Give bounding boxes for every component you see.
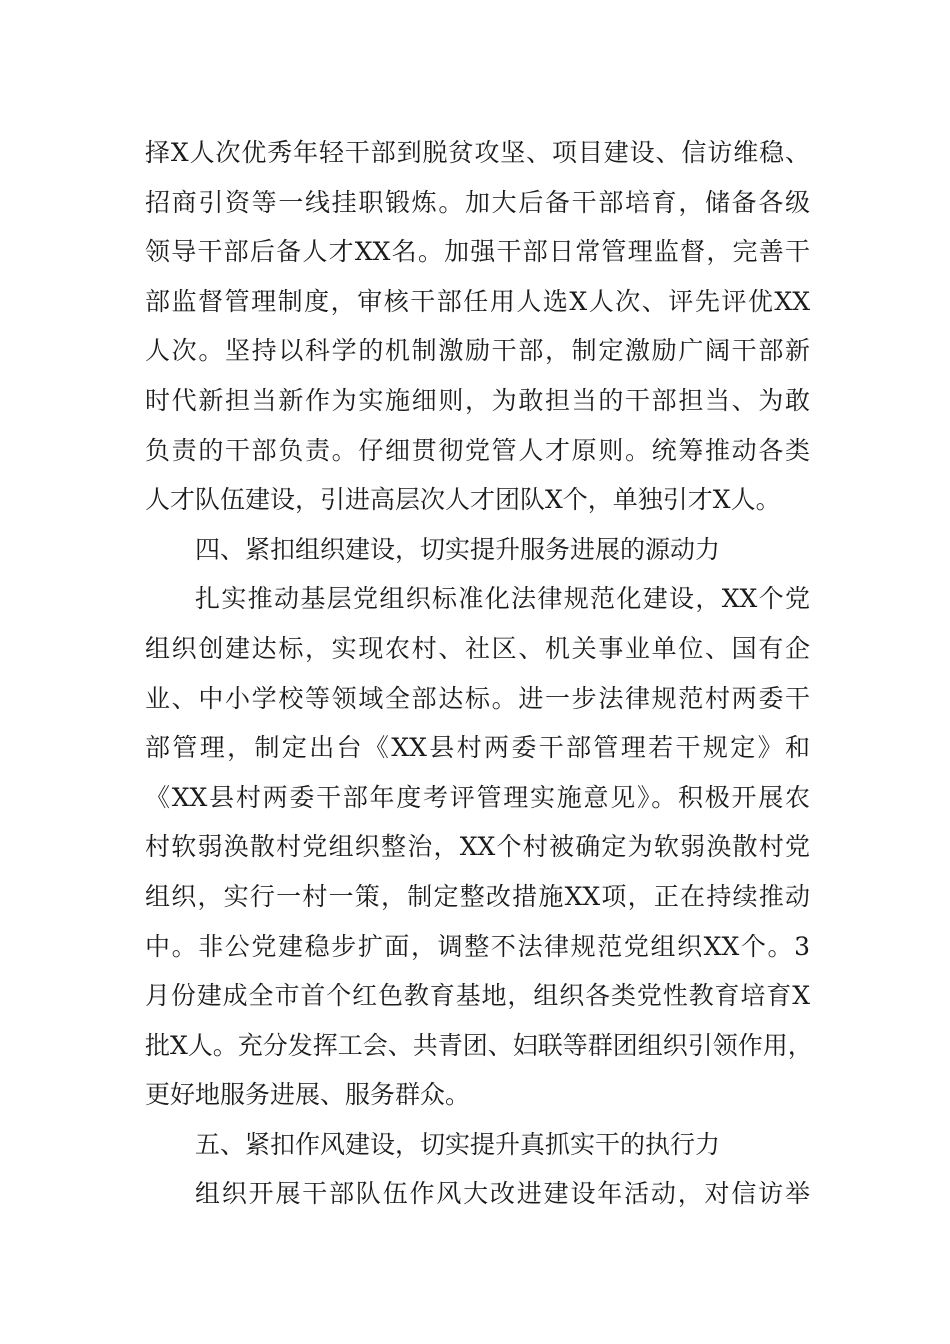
text-line: 招商引资等一线挂职锻炼。加大后备干部培育，储备各级 [145,187,810,217]
text-line: 月份建成全市首个红色教育基地，组织各类党性教育培育X [145,981,810,1011]
text-line: 择X人次优秀年轻干部到脱贫攻坚、项目建设、信访维稳、 [145,138,810,167]
text-line: 《XX县村两委干部年度考评管理实施意见》。积极开展农 [145,782,810,812]
text-line: 中。非公党建稳步扩面，调整不法律规范党组织XX个。3 [145,931,810,961]
text-line: 人次。坚持以科学的机制激励干部，制定激励广阔干部新 [145,336,810,366]
text-line: 批X人。充分发挥工会、共青团、妇联等群团组织引领作用， [145,1030,813,1060]
text-line: 部监督管理制度，审核干部任用人选X人次、评先评优XX [145,286,810,316]
paragraph-first-line: 扎实推动基层党组织标准化法律规范化建设，XX个党 [195,584,810,614]
paragraph-first-line: 组织开展干部队伍作风大改进建设年活动，对信访举 [195,1179,810,1209]
text-line: 部管理，制定出台《XX县村两委干部管理若干规定》和 [145,733,810,763]
text-line: 组织创建达标，实现农村、社区、机关事业单位、国有企 [145,633,810,663]
section-heading: 四、紧扣组织建设，切实提升服务进展的源动力 [195,534,721,564]
section-heading: 五、紧扣作风建设，切实提升真抓实干的执行力 [195,1129,721,1159]
text-line: 村软弱涣散村党组织整治，XX个村被确定为软弱涣散村党 [145,832,810,862]
text-line: 负责的干部负责。仔细贯彻党管人才原则。统筹推动各类 [145,435,810,465]
text-line: 业、中小学校等领域全部达标。进一步法律规范村两委干 [145,683,810,713]
body-text [145,128,813,1219]
text-line: 时代新担当新作为实施细则，为敢担当的干部担当、为敢 [145,385,810,415]
text-line: 更好地服务进展、服务群众。 [145,1080,471,1110]
text-line: 人才队伍建设，引进高层次人才团队X个，单独引才X人。 [145,485,781,515]
text-line: 领导干部后备人才XX名。加强干部日常管理监督，完善干 [145,237,810,267]
text-line: 组织，实行一村一策，制定整改措施XX项，正在持续推动 [145,881,810,911]
